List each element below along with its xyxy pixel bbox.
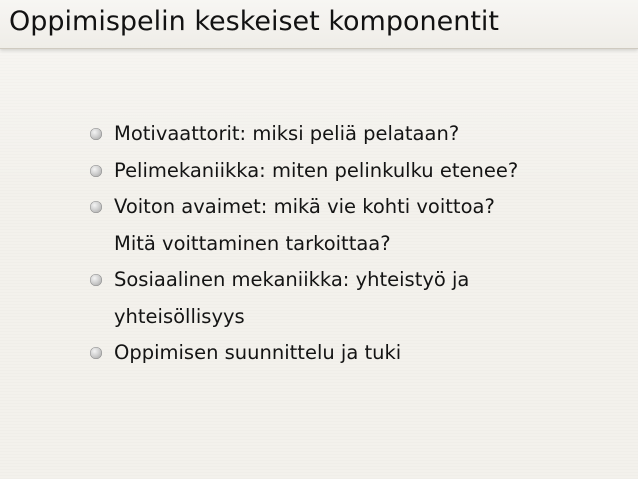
bullet-item-social-mechanics — [90, 262, 610, 335]
bullet-text: Pelimekaniikka: miten pelinkulku etenee? — [114, 158, 519, 182]
bullet-text: Voiton avaimet: mikä vie kohti voittoa? — [114, 195, 495, 218]
bullet-dot-icon — [90, 347, 102, 359]
bullet-text-continued: Mitä voittaminen tarkoittaa? — [114, 231, 391, 255]
bullet-text-continued: yhteisöllisyys — [114, 304, 245, 328]
bullet-dot-icon — [90, 128, 102, 140]
bullet-dot-icon — [90, 274, 102, 286]
bullet-item-game-mechanics — [90, 153, 610, 190]
bullet-item-motivators — [90, 116, 610, 153]
title-bar — [0, 0, 638, 49]
bullet-item-learning-design — [90, 335, 610, 372]
bullet-text: Oppimisen suunnittelu ja tuki — [114, 341, 402, 364]
bullet-text: Sosiaalinen mekaniikka: yhteistyö ja — [114, 268, 470, 291]
bullet-list — [90, 116, 610, 372]
slide-title: Oppimispelin keskeiset komponentit — [9, 6, 499, 37]
bullet-dot-icon — [90, 165, 102, 177]
bullet-text: Motivaattorit: miksi peliä pelataan? — [114, 122, 460, 145]
bullet-dot-icon — [90, 201, 102, 213]
bullet-item-keys-to-victory — [90, 189, 610, 262]
